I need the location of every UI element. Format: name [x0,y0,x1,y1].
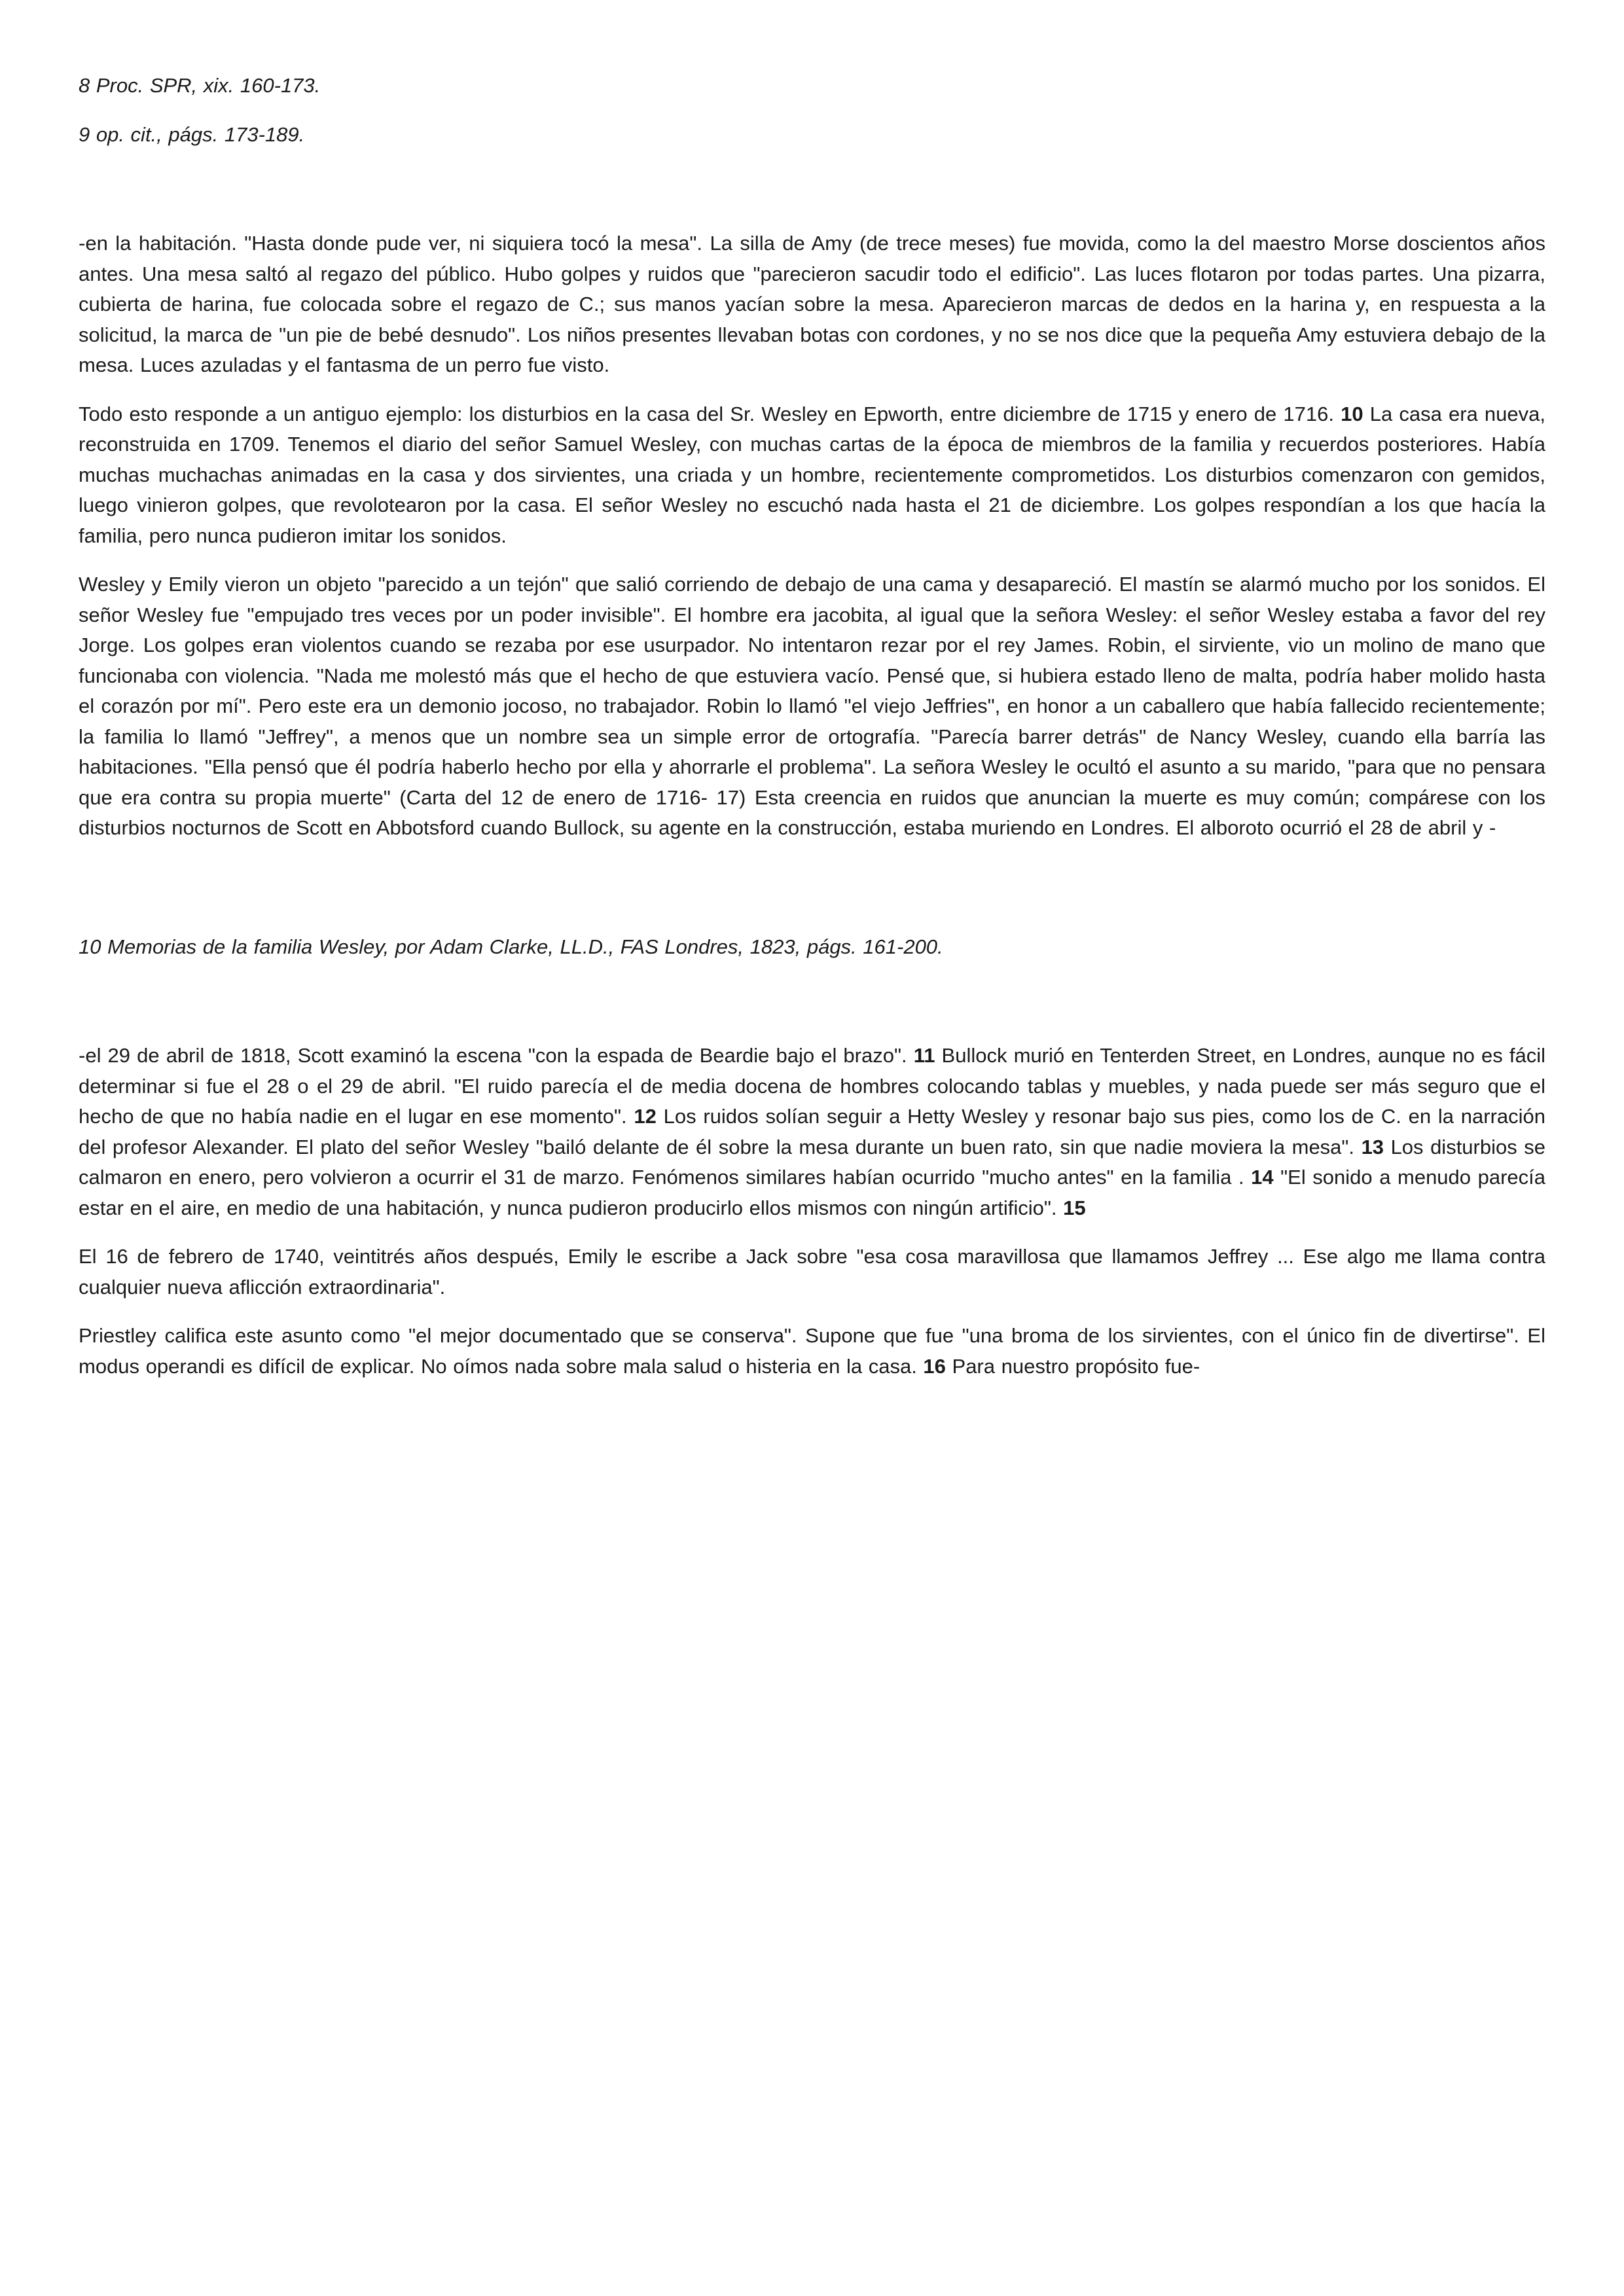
footnote-reference-number: 11 [913,1044,935,1067]
footnote-line: 10 Memorias de la familia Wesley, por Adam Clarke, LL.D., FAS Londres, 1823, págs. 161-200. [79,935,943,958]
body-paragraph: Wesley y Emily vieron un objeto "parecido a un tejón" que salió corriendo de debajo de una cama y desapareció. El mastín se alarmó mucho por los sonidos. El señor Wesley fue "empujado tres veces por un poder invisible". El hombre era jacobita, al igual que la señora Wesley: el señor Wesley estaba a favor del rey Jorge. Los golpes eran violentos cuando se rezaba por ese usurpador. No intentaron rezar por el rey James. Robin, el sirviente, vio un molino de mano que funcionaba con violencia. "Nada me molestó más que el hecho de que estuviera vacío. Pensé que, si hubiera estado lleno de malta, podría haber molido hasta el corazón por mí". Pero este era un demonio jocoso, no trabajador. Robin lo llamó "el viejo Jeffries", en honor a un caballero que había fallecido recientemente; la familia lo llamó "Jeffrey", a menos que un nombre sea un simple error de ortografía. "Parecía barrer detrás" de Nancy Wesley, cuando ella barría las habitaciones. "Ella pensó que él podría haberlo hecho por ella y ahorrarle el problema". La señora Wesley le ocultó el asunto a su marido, "para que no pensara que era contra su propia muerte" (Carta del 12 de enero de 1716- 17) Esta creencia en ruidos que anuncian la muerte es muy común; compárese con los disturbios nocturnos de Scott en Abbotsford cuando Bullock, su agente en la construcción, estaba muriendo en Londres. El alboroto ocurrió el 28 de abril y - [79,573,1545,839]
footnote-reference-number: 12 [634,1105,657,1128]
footnote-reference-number: 13 [1361,1135,1384,1158]
footnote-reference-number: 10 [1341,402,1363,425]
footnote-reference-number: 15 [1063,1196,1086,1219]
document-body [79,71,1545,1382]
footnote-reference-number: 16 [923,1354,946,1378]
body-paragraph: Todo esto responde a un antiguo ejemplo: los disturbios en la casa del Sr. Wesley en Epworth, entre diciembre de 1715 y enero de 1716. 10 La casa era nueva, reconstruida en 1709. Tenemos el diario del señor Samuel Wesley, con muchas cartas de la época de miembros de la familia y recuerdos posteriores. Había muchas muchachas animadas en la casa y dos sirvientes, una criada y un hombre, recientemente comprometidos. Los disturbios comenzaron con gemidos, luego vinieron golpes, que revolotearon por la casa. El señor Wesley no escuchó nada hasta el 21 de diciembre. Los golpes respondían a los que hacía la familia, pero nunca pudieron imitar los sonidos. [79,402,1545,547]
body-paragraph: -en la habitación. "Hasta donde pude ver, ni siquiera tocó la mesa". La silla de Amy (de trece meses) fue movida, como la del maestro Morse doscientos años antes. Una mesa saltó al regazo del público. Hubo golpes y ruidos que "parecieron sacudir todo el edificio". Las luces flotaron por todas partes. Una pizarra, cubierta de harina, fue colocada sobre el regazo de C.; sus manos yacían sobre la mesa. Aparecieron marcas de dedos en la harina y, en respuesta a la solicitud, la marca de "un pie de bebé desnudo". Los niños presentes llevaban botas con cordones, y no se nos dice que la pequeña Amy estuviera debajo de la mesa. Luces azuladas y el fantasma de un perro fue visto. [79,232,1545,376]
footnote-line: 9 op. cit., págs. 173-189. [79,122,305,146]
body-paragraph: El 16 de febrero de 1740, veintitrés años después, Emily le escribe a Jack sobre "esa cosa maravillosa que llamamos Jeffrey ... Ese algo me llama contra cualquier nueva aflicción extraordinaria". [79,1245,1545,1299]
footnote-line: 8 Proc. SPR, xix. 160-173. [79,74,321,97]
footnote-reference-number: 14 [1251,1166,1274,1189]
body-paragraph: Priestley califica este asunto como "el mejor documentado que se conserva". Supone que fue "una broma de los sirvientes, con el único fin de divertirse". El modus operandi es difícil de explicar. No oímos nada sobre mala salud o histeria en la casa. 16 Para nuestro propósito fue- [79,1324,1545,1378]
body-paragraph: -el 29 de abril de 1818, Scott examinó la escena "con la espada de Beardie bajo el brazo". 11 Bullock murió en Tenterden Street, en Londres, aunque no es fácil determinar si fue el 28 o el 29 de abril. "El ruido parecía el de media docena de hombres colocando tablas y muebles, y nada puede ser más seguro que el hecho de que no había nadie en el lugar en ese momento". 12 Los ruidos solían seguir a Hetty Wesley y resonar bajo sus pies, como los de C. en la narración del profesor Alexander. El plato del señor Wesley "bailó delante de él sobre la mesa durante un buen rato, sin que nadie moviera la mesa". 13 Los disturbios se calmaron en enero, pero volvieron a ocurrir el 31 de marzo. Fenómenos similares habían ocurrido "mucho antes" en la familia . 14 "El sonido a menudo parecía estar en el aire, en medio de una habitación, y nunca pudieron producirlo ellos mismos con ningún artificio". 15 [79,1044,1546,1219]
